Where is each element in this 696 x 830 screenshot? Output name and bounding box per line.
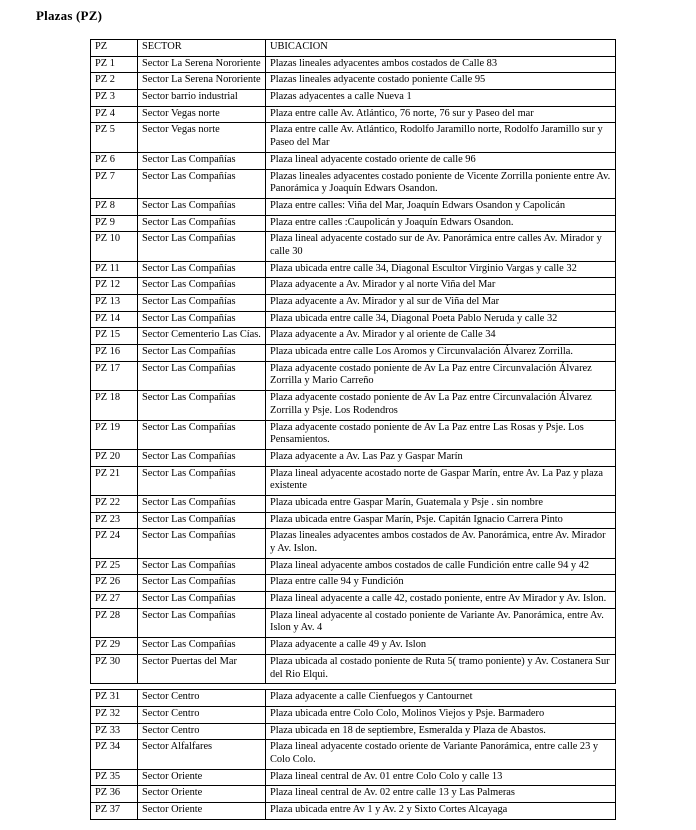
table-row xyxy=(91,512,616,529)
cell-pz: PZ 27 xyxy=(91,592,138,609)
table-body-segment-2 xyxy=(91,690,616,820)
cell-ubicacion: Plaza adyacente a calle Cienfuegos y Cantournet xyxy=(266,690,616,707)
cell-pz: PZ 9 xyxy=(91,215,138,232)
cell-pz: PZ 34 xyxy=(91,740,138,769)
cell-pz: PZ 31 xyxy=(91,690,138,707)
cell-ubicacion: Plazas adyacentes a calle Nueva 1 xyxy=(266,90,616,107)
table-row xyxy=(91,529,616,558)
cell-pz: PZ 35 xyxy=(91,769,138,786)
cell-sector: Sector Alfalfares xyxy=(138,740,266,769)
cell-ubicacion: Plaza adyacente costado poniente de Av La Paz entre Las Rosas y Psje. Los Pensamientos. xyxy=(266,420,616,449)
table-row xyxy=(91,638,616,655)
cell-sector: Sector Las Compañías xyxy=(138,278,266,295)
cell-sector: Sector Vegas norte xyxy=(138,106,266,123)
cell-sector: Sector Las Compañías xyxy=(138,466,266,495)
cell-ubicacion: Plaza ubicada entre Gaspar Marín, Guatemala y Psje . sin nombre xyxy=(266,495,616,512)
cell-pz: PZ 21 xyxy=(91,466,138,495)
table-row xyxy=(91,608,616,637)
cell-pz: PZ 14 xyxy=(91,311,138,328)
cell-ubicacion: Plaza entre calle Av. Atlántico, 76 norte, 76 sur y Paseo del mar xyxy=(266,106,616,123)
cell-sector: Sector Las Compañías xyxy=(138,638,266,655)
table-row xyxy=(91,690,616,707)
cell-sector: Sector Las Compañías xyxy=(138,512,266,529)
cell-ubicacion: Plaza ubicada entre Colo Colo, Molinos Viejos y Psje. Barmadero xyxy=(266,706,616,723)
table-row xyxy=(91,740,616,769)
cell-ubicacion: Plaza ubicada entre Av 1 y Av. 2 y Sixto Cortes Alcayaga xyxy=(266,803,616,820)
cell-sector: Sector Oriente xyxy=(138,769,266,786)
cell-sector: Sector barrio industrial xyxy=(138,90,266,107)
plazas-table-container xyxy=(90,39,696,820)
cell-pz: PZ 33 xyxy=(91,723,138,740)
table-row xyxy=(91,345,616,362)
cell-ubicacion: Plaza ubicada entre calle 34, Diagonal Escultor Virginio Vargas y calle 32 xyxy=(266,261,616,278)
cell-sector: Sector Las Compañías xyxy=(138,232,266,261)
table-row xyxy=(91,295,616,312)
cell-ubicacion: Plaza adyacente costado poniente de Av La Paz entre Circunvalación Álvarez Zorrilla y Psje. Los Rodendros xyxy=(266,391,616,420)
cell-ubicacion: Plaza adyacente a Av. Mirador y al oriente de Calle 34 xyxy=(266,328,616,345)
cell-pz: PZ 17 xyxy=(91,361,138,390)
table-row xyxy=(91,169,616,198)
cell-sector: Sector Las Compañías xyxy=(138,558,266,575)
table-row xyxy=(91,328,616,345)
cell-pz: PZ 3 xyxy=(91,90,138,107)
cell-pz: PZ 4 xyxy=(91,106,138,123)
cell-pz: PZ 30 xyxy=(91,654,138,683)
cell-sector: Sector Las Compañías xyxy=(138,295,266,312)
cell-pz: PZ 11 xyxy=(91,261,138,278)
cell-ubicacion: Plazas lineales adyacentes costado poniente de Vicente Zorrilla poniente entre Av. Panorámica y Joaquín Edwars Osandon. xyxy=(266,169,616,198)
table-row xyxy=(91,215,616,232)
cell-sector: Sector Vegas norte xyxy=(138,123,266,152)
cell-ubicacion: Plaza adyacente a Av. Mirador y al sur de Viña del Mar xyxy=(266,295,616,312)
table-row xyxy=(91,311,616,328)
cell-ubicacion: Plaza lineal adyacente ambos costados de calle Fundición entre calle 94 y 42 xyxy=(266,558,616,575)
cell-sector: Sector Centro xyxy=(138,723,266,740)
table-row xyxy=(91,654,616,683)
column-header-sector: SECTOR xyxy=(138,40,266,57)
cell-ubicacion: Plaza lineal adyacente al costado poniente de Variante Av. Panorámica, entre Av. Islon y Av. 4 xyxy=(266,608,616,637)
table-row xyxy=(91,786,616,803)
cell-pz: PZ 6 xyxy=(91,152,138,169)
cell-ubicacion: Plaza ubicada entre calle 34, Diagonal Poeta Pablo Neruda y calle 32 xyxy=(266,311,616,328)
cell-ubicacion: Plaza entre calles: Viña del Mar, Joaquín Edwars Osandon y Capolicán xyxy=(266,198,616,215)
cell-pz: PZ 16 xyxy=(91,345,138,362)
table-row xyxy=(91,803,616,820)
table-row xyxy=(91,558,616,575)
cell-ubicacion: Plaza lineal adyacente costado oriente de Variante Panorámica, entre calle 23 y Colo Colo. xyxy=(266,740,616,769)
cell-ubicacion: Plaza lineal central de Av. 01 entre Colo Colo y calle 13 xyxy=(266,769,616,786)
table-row xyxy=(91,106,616,123)
table-row xyxy=(91,449,616,466)
cell-pz: PZ 25 xyxy=(91,558,138,575)
table-row xyxy=(91,232,616,261)
cell-ubicacion: Plaza lineal central de Av. 02 entre calle 13 y Las Palmeras xyxy=(266,786,616,803)
table-row xyxy=(91,261,616,278)
cell-ubicacion: Plaza lineal adyacente a calle 42, costado poniente, entre Av Mirador y Av. Islon. xyxy=(266,592,616,609)
cell-pz: PZ 24 xyxy=(91,529,138,558)
cell-sector: Sector Las Compañías xyxy=(138,311,266,328)
cell-sector: Sector Las Compañías xyxy=(138,575,266,592)
cell-ubicacion: Plaza ubicada en 18 de septiembre, Esmeralda y Plaza de Abastos. xyxy=(266,723,616,740)
cell-ubicacion: Plaza lineal adyacente acostado norte de Gaspar Marín, entre Av. La Paz y plaza existente xyxy=(266,466,616,495)
cell-ubicacion: Plaza adyacente a Av. Mirador y al norte Viña del Mar xyxy=(266,278,616,295)
cell-sector: Sector La Serena Nororiente xyxy=(138,56,266,73)
cell-sector: Sector Las Compañías xyxy=(138,152,266,169)
page-title: Plazas (PZ) xyxy=(36,8,103,23)
table-row xyxy=(91,575,616,592)
cell-sector: Sector La Serena Nororiente xyxy=(138,73,266,90)
table-row xyxy=(91,198,616,215)
cell-ubicacion: Plaza lineal adyacente costado oriente de calle 96 xyxy=(266,152,616,169)
cell-ubicacion: Plazas lineales adyacente costado poniente Calle 95 xyxy=(266,73,616,90)
table-row xyxy=(91,706,616,723)
cell-ubicacion: Plaza ubicada al costado poniente de Ruta 5( tramo poniente) y Av. Costanera Sur del Rio Elqui. xyxy=(266,654,616,683)
table-row xyxy=(91,769,616,786)
cell-pz: PZ 12 xyxy=(91,278,138,295)
table-row xyxy=(91,592,616,609)
table-body-segment-1 xyxy=(91,56,616,684)
table-row xyxy=(91,152,616,169)
cell-ubicacion: Plaza adyacente a Av. Las Paz y Gaspar Marín xyxy=(266,449,616,466)
table-row xyxy=(91,278,616,295)
cell-ubicacion: Plaza ubicada entre calle Los Aromos y Circunvalación Álvarez Zorrilla. xyxy=(266,345,616,362)
cell-sector: Sector Las Compañías xyxy=(138,529,266,558)
cell-ubicacion: Plazas lineales adyacentes ambos costados de Av. Panorámica, entre Av. Mirador y Av. Islon. xyxy=(266,529,616,558)
table-row xyxy=(91,495,616,512)
cell-sector: Sector Las Compañías xyxy=(138,592,266,609)
cell-sector: Sector Las Compañías xyxy=(138,449,266,466)
cell-sector: Sector Cementerio Las Cías. xyxy=(138,328,266,345)
table-row xyxy=(91,420,616,449)
cell-ubicacion: Plaza adyacente a calle 49 y Av. Islon xyxy=(266,638,616,655)
cell-pz: PZ 18 xyxy=(91,391,138,420)
table-row xyxy=(91,723,616,740)
column-header-ubicacion: UBICACION xyxy=(266,40,616,57)
table-row xyxy=(91,56,616,73)
cell-sector: Sector Las Compañías xyxy=(138,169,266,198)
cell-sector: Sector Las Compañías xyxy=(138,391,266,420)
cell-sector: Sector Centro xyxy=(138,690,266,707)
cell-sector: Sector Oriente xyxy=(138,803,266,820)
cell-pz: PZ 5 xyxy=(91,123,138,152)
column-header-pz: PZ xyxy=(91,40,138,57)
cell-pz: PZ 1 xyxy=(91,56,138,73)
cell-ubicacion: Plaza entre calle Av. Atlántico, Rodolfo Jaramillo norte, Rodolfo Jaramillo sur y Paseo del Mar xyxy=(266,123,616,152)
cell-pz: PZ 28 xyxy=(91,608,138,637)
plazas-table-continued xyxy=(90,689,616,820)
cell-pz: PZ 2 xyxy=(91,73,138,90)
cell-pz: PZ 20 xyxy=(91,449,138,466)
cell-pz: PZ 29 xyxy=(91,638,138,655)
cell-sector: Sector Oriente xyxy=(138,786,266,803)
cell-pz: PZ 26 xyxy=(91,575,138,592)
table-row xyxy=(91,90,616,107)
cell-sector: Sector Las Compañías xyxy=(138,215,266,232)
cell-pz: PZ 15 xyxy=(91,328,138,345)
cell-pz: PZ 10 xyxy=(91,232,138,261)
cell-sector: Sector Puertas del Mar xyxy=(138,654,266,683)
cell-ubicacion: Plaza entre calle 94 y Fundición xyxy=(266,575,616,592)
cell-sector: Sector Las Compañías xyxy=(138,608,266,637)
plazas-table xyxy=(90,39,616,684)
cell-pz: PZ 13 xyxy=(91,295,138,312)
table-row xyxy=(91,123,616,152)
cell-pz: PZ 22 xyxy=(91,495,138,512)
cell-pz: PZ 37 xyxy=(91,803,138,820)
cell-sector: Sector Las Compañías xyxy=(138,420,266,449)
table-row xyxy=(91,466,616,495)
cell-pz: PZ 32 xyxy=(91,706,138,723)
cell-pz: PZ 7 xyxy=(91,169,138,198)
cell-sector: Sector Las Compañías xyxy=(138,198,266,215)
cell-sector: Sector Centro xyxy=(138,706,266,723)
cell-sector: Sector Las Compañías xyxy=(138,345,266,362)
table-row xyxy=(91,391,616,420)
cell-sector: Sector Las Compañías xyxy=(138,261,266,278)
table-row xyxy=(91,73,616,90)
table-row xyxy=(91,361,616,390)
cell-sector: Sector Las Compañías xyxy=(138,495,266,512)
cell-pz: PZ 36 xyxy=(91,786,138,803)
cell-ubicacion: Plaza adyacente costado poniente de Av La Paz entre Circunvalación Álvarez Zorrilla y Mario Carreño xyxy=(266,361,616,390)
cell-pz: PZ 23 xyxy=(91,512,138,529)
cell-ubicacion: Plaza entre calles :Caupolicán y Joaquín Edwars Osandon. xyxy=(266,215,616,232)
cell-pz: PZ 8 xyxy=(91,198,138,215)
cell-ubicacion: Plaza lineal adyacente costado sur de Av. Panorámica entre calles Av. Mirador y calle 30 xyxy=(266,232,616,261)
table-header-row xyxy=(91,40,616,57)
cell-ubicacion: Plazas lineales adyacentes ambos costados de Calle 83 xyxy=(266,56,616,73)
cell-pz: PZ 19 xyxy=(91,420,138,449)
cell-sector: Sector Las Compañías xyxy=(138,361,266,390)
cell-ubicacion: Plaza ubicada entre Gaspar Marín, Psje. Capitán Ignacio Carrera Pinto xyxy=(266,512,616,529)
